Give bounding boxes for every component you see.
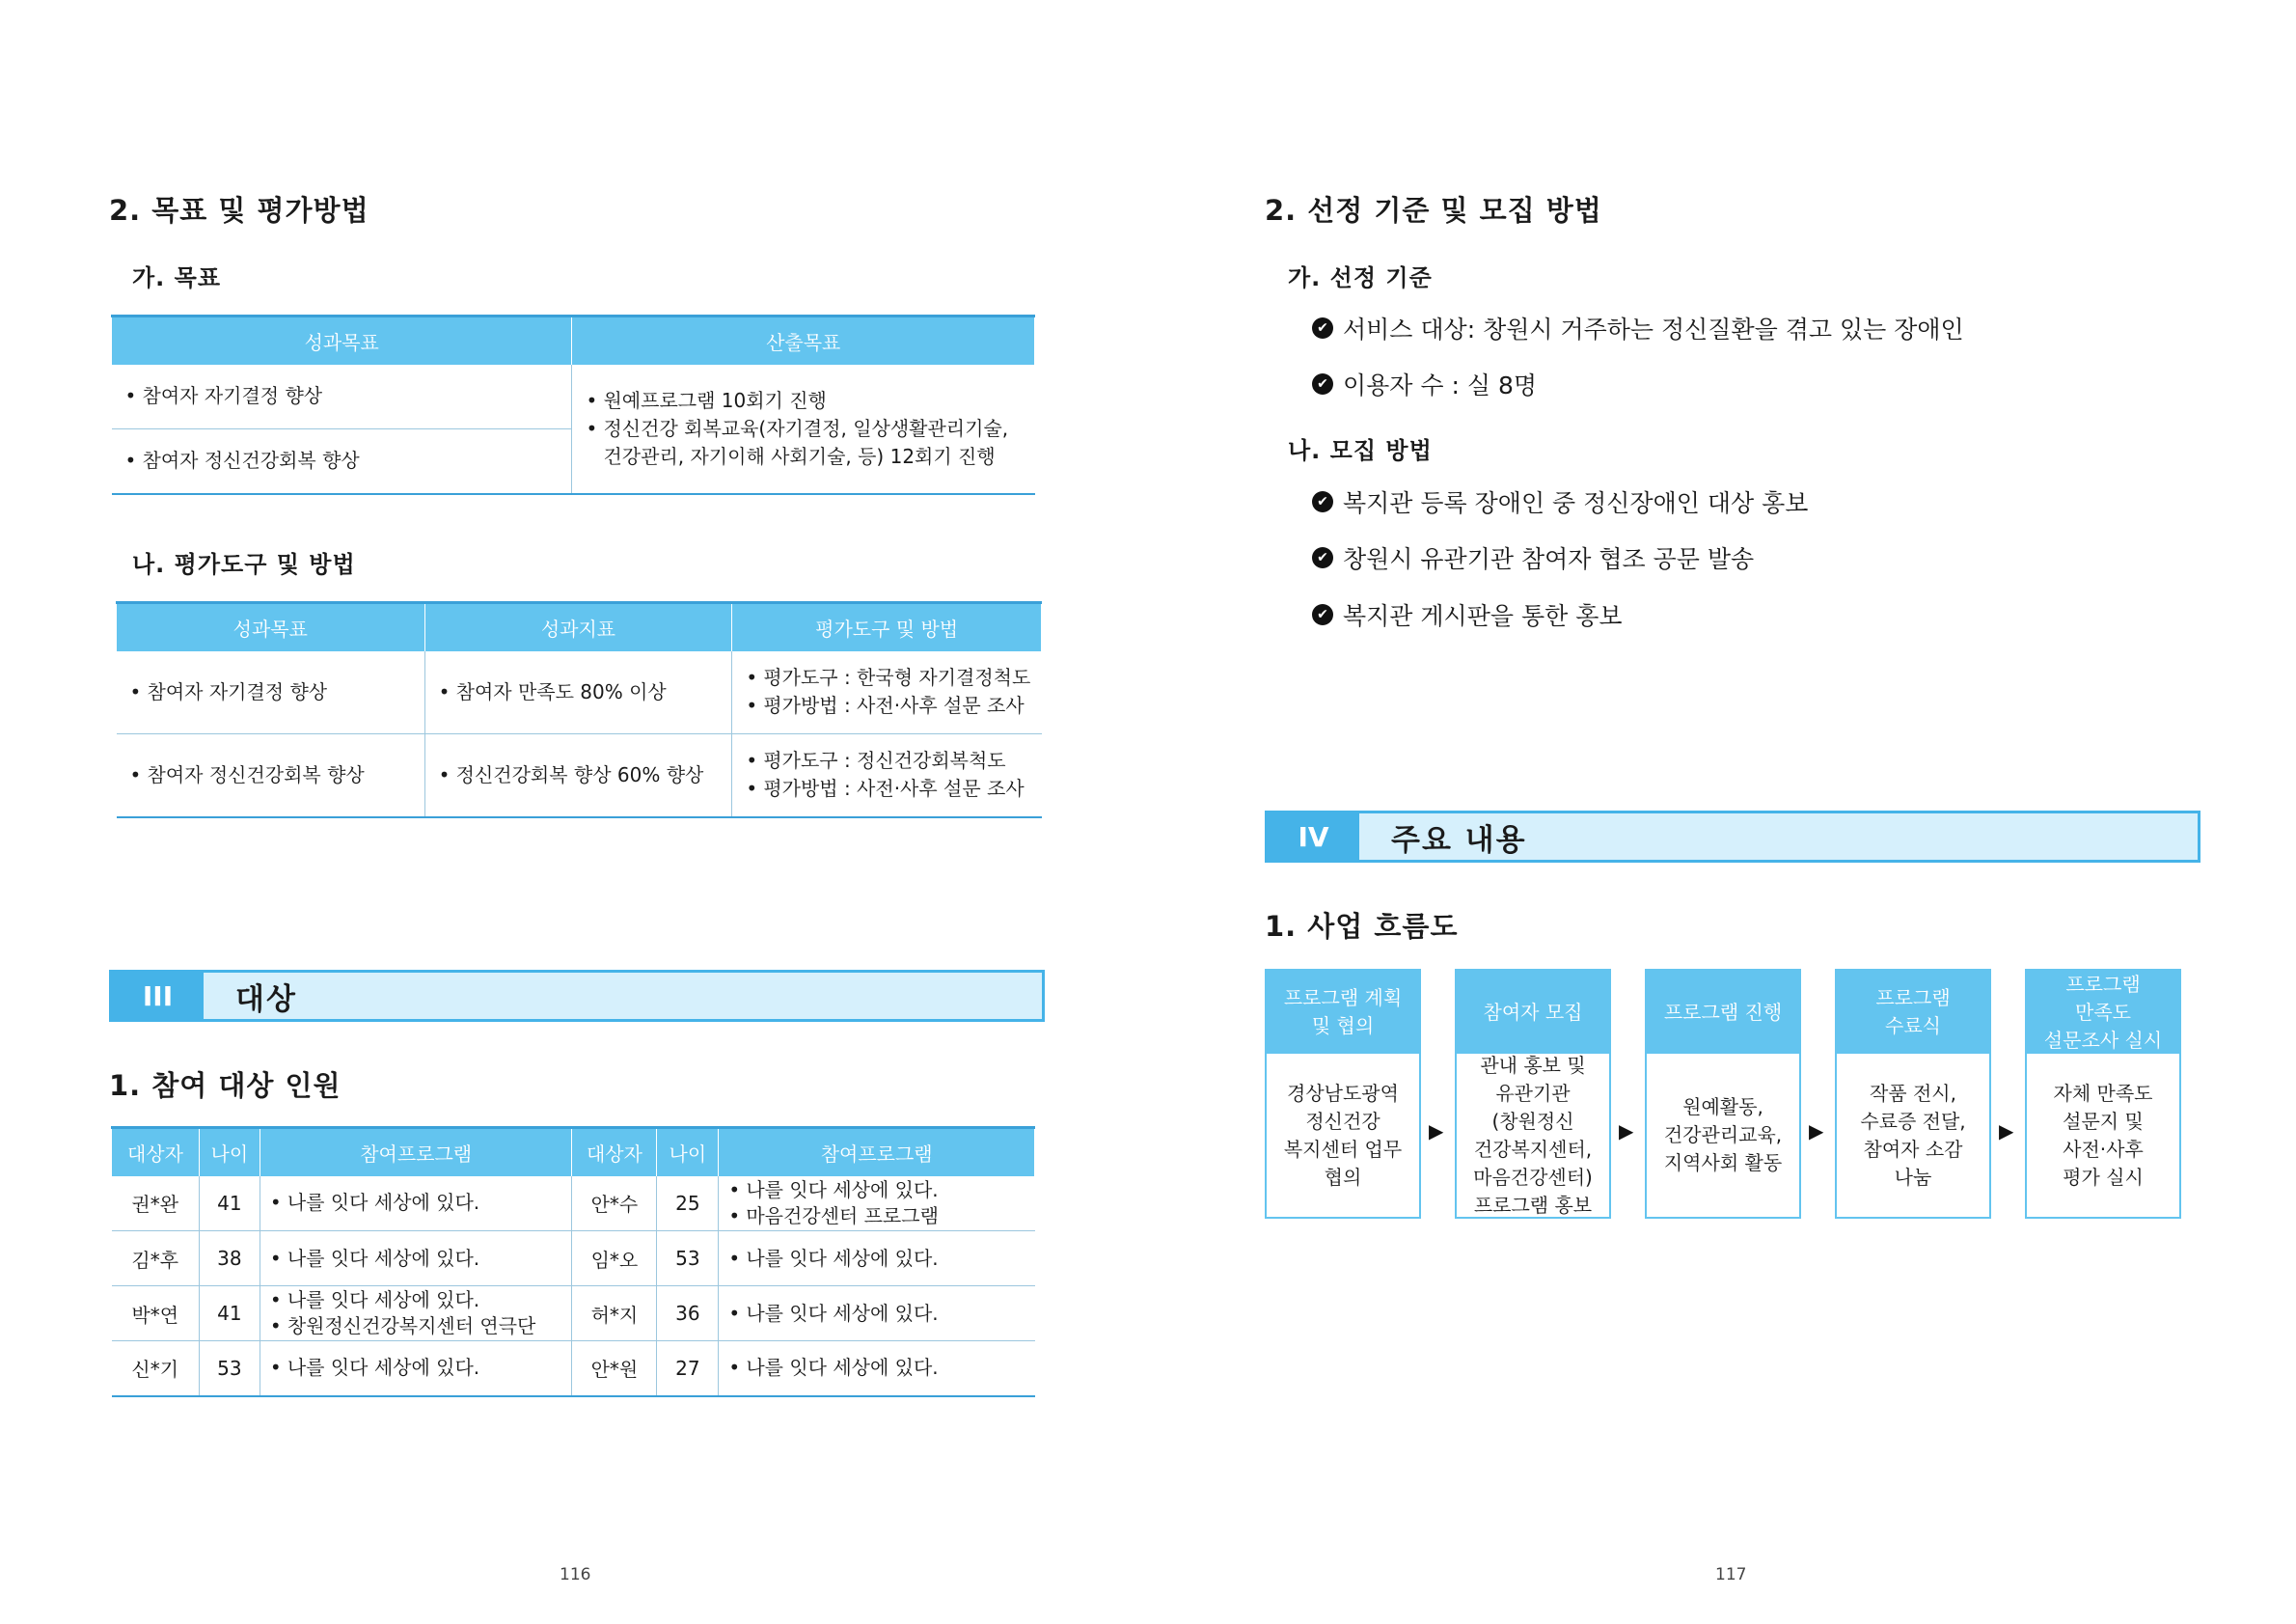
table-cell — [719, 1231, 1035, 1286]
col-header: 대상자 — [572, 1128, 657, 1176]
flow-step — [1645, 969, 1801, 1219]
table-cell — [572, 365, 1035, 494]
list-item: • 나를 잇다 세상에 있다. — [726, 1246, 1034, 1272]
table-cell: 53 — [657, 1231, 719, 1286]
list-item: • 마음건강센터 프로그램 — [726, 1203, 1034, 1229]
banner-title: 대상 — [235, 981, 297, 1017]
participants-title: 1. 참여 대상 인원 — [109, 1069, 342, 1102]
list-item-text: 서비스 대상: 창원시 거주하는 정신질환을 겪고 있는 장애인 — [1343, 316, 1964, 344]
list-item: • 원예프로그램 10회기 진행 — [584, 387, 1034, 415]
eval-table — [116, 601, 1042, 818]
list-item — [1312, 484, 1808, 519]
list-item: • 평가방법 : 사전·사후 설문 조사 — [744, 775, 1041, 803]
table-cell — [424, 734, 732, 817]
table-cell: 41 — [199, 1286, 260, 1341]
table-cell — [719, 1286, 1035, 1341]
flow-step — [1265, 969, 1421, 1219]
goal-section-title: 2. 목표 및 평가방법 — [109, 194, 369, 227]
table-cell — [112, 365, 572, 429]
table-cell: 허*지 — [572, 1286, 657, 1341]
col-header: 성과지표 — [424, 603, 732, 651]
flow-step-description: 원예활동, 건강관리교육, 지역사회 활동 — [1663, 1095, 1783, 1174]
col-header: 성과목표 — [112, 317, 572, 365]
table-cell — [260, 1341, 572, 1396]
table-cell — [732, 734, 1042, 817]
table-cell — [719, 1176, 1035, 1231]
list-item-text: 복지관 게시판을 통한 홍보 — [1343, 602, 1623, 630]
table-cell: 36 — [657, 1286, 719, 1341]
list-item: • 나를 잇다 세상에 있다. — [268, 1287, 572, 1313]
list-item: • 참여자 만족도 80% 이상 — [437, 678, 732, 706]
table-row — [112, 365, 1035, 429]
check-circle-icon: ✔ — [1312, 317, 1333, 339]
flow-step-description: 작품 전시, 수료증 전달, 참여자 소감 나눔 — [1860, 1081, 1966, 1189]
table-cell — [732, 651, 1042, 734]
list-item: • 나를 잇다 세상에 있다. — [268, 1246, 572, 1272]
table-cell: 38 — [199, 1231, 260, 1286]
list-item: • 참여자 정신건강회복 향상 — [123, 447, 572, 475]
selection-section-title: 2. 선정 기준 및 모집 방법 — [1265, 194, 1602, 227]
flow-step-title: 프로그램 수료식 — [1837, 971, 1989, 1054]
table-cell: 안*원 — [572, 1341, 657, 1396]
check-circle-icon: ✔ — [1312, 491, 1333, 512]
list-item — [1312, 311, 1964, 345]
col-header: 참여프로그램 — [260, 1128, 572, 1176]
flow-step-description: 자체 만족도 설문지 및 사전·사후 평가 실시 — [2053, 1081, 2153, 1189]
table-cell: 41 — [199, 1176, 260, 1231]
banner-number: IV — [1268, 813, 1359, 860]
table-row — [117, 734, 1042, 817]
check-circle-icon: ✔ — [1312, 373, 1333, 395]
flow-step-title: 프로그램 계획 및 협의 — [1267, 971, 1419, 1054]
flow-step-description: 경상남도광역 정신건강 복지센터 업무 협의 — [1283, 1081, 1403, 1189]
list-item: • 나를 잇다 세상에 있다. — [726, 1355, 1034, 1381]
col-header: 나이 — [199, 1128, 260, 1176]
list-item: • 나를 잇다 세상에 있다. — [726, 1177, 1034, 1203]
participants-table — [111, 1126, 1035, 1397]
arrow-right-icon: ▶ — [1999, 1119, 2014, 1142]
participants-table-header — [112, 1128, 1035, 1176]
table-cell — [112, 429, 572, 494]
list-item: • 평가도구 : 한국형 자기결정척도 — [744, 664, 1041, 692]
list-item: • 나를 잇다 세상에 있다. — [268, 1355, 572, 1381]
list-item-text: 복지관 등록 장애인 중 정신장애인 대상 홍보 — [1343, 489, 1809, 517]
col-header: 평가도구 및 방법 — [732, 603, 1042, 651]
check-circle-icon: ✔ — [1312, 604, 1333, 625]
eval-table-header — [117, 603, 1042, 651]
list-item-text: 이용자 수 : 실 8명 — [1343, 372, 1538, 399]
page-number: 117 — [1715, 1565, 1747, 1584]
table-cell: 박*연 — [112, 1286, 200, 1341]
flow-step — [2025, 969, 2181, 1219]
table-cell — [260, 1231, 572, 1286]
table-cell: 53 — [199, 1341, 260, 1396]
list-item — [1312, 597, 1623, 632]
flow-step-description: 관내 홍보 및 유관기관 (창원정신 건강복지센터, 마음건강센터) 프로그램 홍보 — [1473, 1053, 1593, 1217]
right-page — [1148, 0, 2296, 1624]
list-item-text: 건강관리, 자기이해 사회기술, 등) 12회기 진행 — [603, 444, 996, 468]
flow-step-title: 프로그램 진행 — [1647, 971, 1799, 1054]
section-banner-iv — [1265, 811, 2200, 863]
table-cell: 안*수 — [572, 1176, 657, 1231]
table-cell — [424, 651, 732, 734]
flow-step — [1835, 969, 1991, 1219]
list-item: • 창원정신건강복지센터 연극단 — [268, 1313, 572, 1339]
table-row — [112, 1231, 1035, 1286]
col-header: 나이 — [657, 1128, 719, 1176]
page-number: 116 — [560, 1565, 591, 1584]
check-circle-icon: ✔ — [1312, 547, 1333, 568]
list-item: • 참여자 정신건강회복 향상 — [128, 761, 424, 789]
list-item — [1312, 367, 1537, 401]
flow-step — [1455, 969, 1611, 1219]
table-row — [117, 651, 1042, 734]
arrow-right-icon: ▶ — [1429, 1119, 1444, 1142]
table-cell — [260, 1286, 572, 1341]
table-row — [112, 1286, 1035, 1341]
section-banner-iii — [109, 970, 1045, 1022]
list-item: • 정신건강 회복교육(자기결정, 일상생활관리기술, — [584, 415, 1034, 443]
list-item: • 나를 잇다 세상에 있다. — [268, 1190, 572, 1216]
table-cell — [117, 734, 425, 817]
list-item: • 나를 잇다 세상에 있다. — [726, 1301, 1034, 1327]
eval-subtitle: 나. 평가도구 및 방법 — [132, 551, 356, 578]
table-cell — [719, 1341, 1035, 1396]
table-row — [112, 1176, 1035, 1231]
table-cell — [117, 651, 425, 734]
goal-subtitle: 가. 목표 — [132, 264, 222, 291]
list-item: • 평가방법 : 사전·사후 설문 조사 — [744, 692, 1041, 720]
col-header: 산출목표 — [572, 317, 1035, 365]
participants-table-body — [112, 1176, 1035, 1396]
flow-title: 1. 사업 흐름도 — [1265, 910, 1459, 943]
table-cell: 권*완 — [112, 1176, 200, 1231]
list-item-continued — [584, 443, 1034, 471]
table-cell: 25 — [657, 1176, 719, 1231]
list-item: • 참여자 자기결정 향상 — [128, 678, 424, 706]
list-item: • 참여자 자기결정 향상 — [123, 382, 572, 410]
table-cell: 신*기 — [131, 1358, 179, 1382]
arrow-right-icon: ▶ — [1619, 1119, 1634, 1142]
arrow-right-icon: ▶ — [1809, 1119, 1824, 1142]
banner-title: 주요 내용 — [1391, 822, 1527, 858]
col-header: 참여프로그램 — [719, 1128, 1035, 1176]
list-item-text: 창원시 유관기관 참여자 협조 공문 발송 — [1343, 545, 1755, 573]
col-header: 성과목표 — [117, 603, 425, 651]
list-item: • 평가도구 : 정신건강회복척도 — [744, 747, 1041, 775]
criteria-subtitle: 가. 선정 기준 — [1288, 264, 1433, 291]
col-header: 대상자 — [112, 1128, 200, 1176]
flow-step-title: 참여자 모집 — [1457, 971, 1609, 1054]
table-cell: 김*후 — [112, 1231, 200, 1286]
goal-table-header — [112, 317, 1035, 365]
banner-number: III — [112, 973, 204, 1019]
list-item: • 정신건강회복 향상 60% 향상 — [437, 761, 732, 789]
list-item — [1312, 540, 1754, 575]
flow-step-title: 프로그램 만족도 설문조사 실시 — [2027, 971, 2179, 1054]
table-cell: 임*오 — [572, 1231, 657, 1286]
table-cell: 27 — [657, 1341, 719, 1396]
table-row — [112, 1341, 1035, 1396]
table-cell — [260, 1176, 572, 1231]
recruit-subtitle: 나. 모집 방법 — [1288, 437, 1433, 464]
goal-table — [111, 315, 1035, 495]
